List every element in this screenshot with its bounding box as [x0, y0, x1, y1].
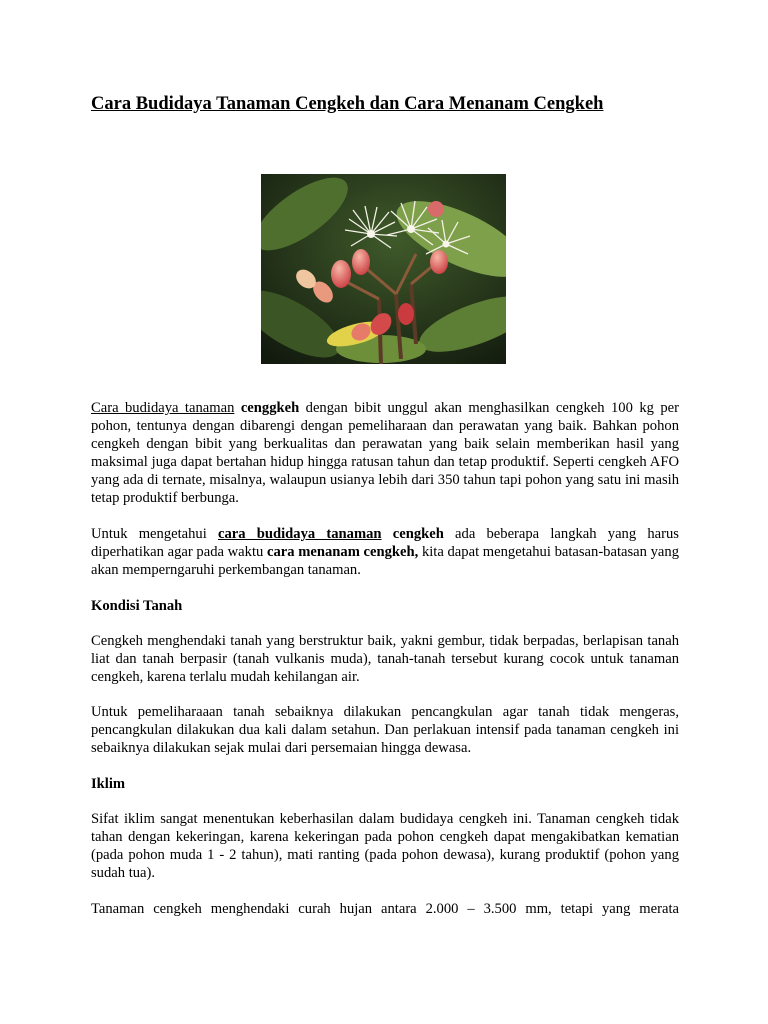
bold-cenggkeh: cenggkeh — [240, 400, 300, 416]
p2-pre: Untuk mengetahui — [91, 526, 218, 542]
clove-flower-icon — [261, 174, 506, 364]
paragraph-tanah: Cengkeh menghendaki tanah yang berstruktur baik, yakni gembur, tidak berpadas, berlapisan tanah liat dan tanah berpasir (tanah vulkanis muda), tanah-tanah tersebut kurang cocok untuk tanaman cengkeh, karena terlalu mudah kehilangan air. — [91, 633, 679, 685]
heading-kondisi-tanah: Kondisi Tanah — [91, 598, 183, 614]
clove-flower-photo — [261, 174, 506, 364]
paragraph-intro-text: dengan bibit unggul akan menghasilkan cengkeh 100 kg per pohon, tentunya dengan dibarengi dengan pemeliharaan dan perawatan yang baik. Bahkan pohon cengkeh dengan bibit yang berkualitas dan perawatan yang baik selain memberikan hasil yang maksimal juga dapat bertahan hidup hingga ratusan tahun dan tetap produktif. Seperti cengkeh AFO yang ada di ternate, misalnya, walaupun usianya lebih dari 350 tahun tapi pohon yang satu ini masih tetap produktif berbunga. — [91, 400, 679, 506]
link-cara-budidaya[interactable]: Cara budidaya tanaman — [91, 400, 235, 416]
paragraph-intro — [91, 399, 679, 507]
bold-cengkeh: cengkeh — [381, 526, 444, 542]
paragraph-curah-hujan: Tanaman cengkeh menghendaki curah hujan antara 2.000 – 3.500 mm, tetapi yang merata — [91, 901, 679, 917]
p2-post: kita dapat mengetahui batasan-batasan yang akan memperngaruhi perkembangan tanaman. — [91, 544, 679, 578]
page-title: Cara Budidaya Tanaman Cengkeh dan Cara Menanam Cengkeh — [91, 94, 604, 114]
bold-cara-menanam: cara menanam cengkeh, — [267, 544, 419, 560]
link-cara-budidaya-bold[interactable]: cara budidaya tanaman — [218, 526, 382, 542]
paragraph-iklim: Sifat iklim sangat menentukan keberhasilan dalam budidaya cengkeh ini. Tanaman cengkeh tidak tahan dengan kekeringan, karena kekeringan pada pohon cengkeh dapat mengakibatkan kematian (pada pohon muda 1 - 2 tahun), mati ranting (pada pohon dewasa), kurang produktif (pohon yang sudah tua). — [91, 811, 679, 881]
paragraph-mengetahui — [91, 525, 679, 579]
heading-iklim: Iklim — [91, 776, 126, 792]
paragraph-pemeliharaan: Untuk pemeliharaaan tanah sebaiknya dilakukan pencangkulan agar tanah tidak mengeras, pencangkulan dilakukan dua kali dalam setahun. Dan perlakuan intensif pada tanaman cengkeh ini sebaiknya dilakukan sejak mulai dari persemaian hingga dewasa. — [91, 704, 679, 756]
p2-mid: ada beberapa langkah yang harus diperhatikan agar pada waktu — [91, 526, 679, 560]
